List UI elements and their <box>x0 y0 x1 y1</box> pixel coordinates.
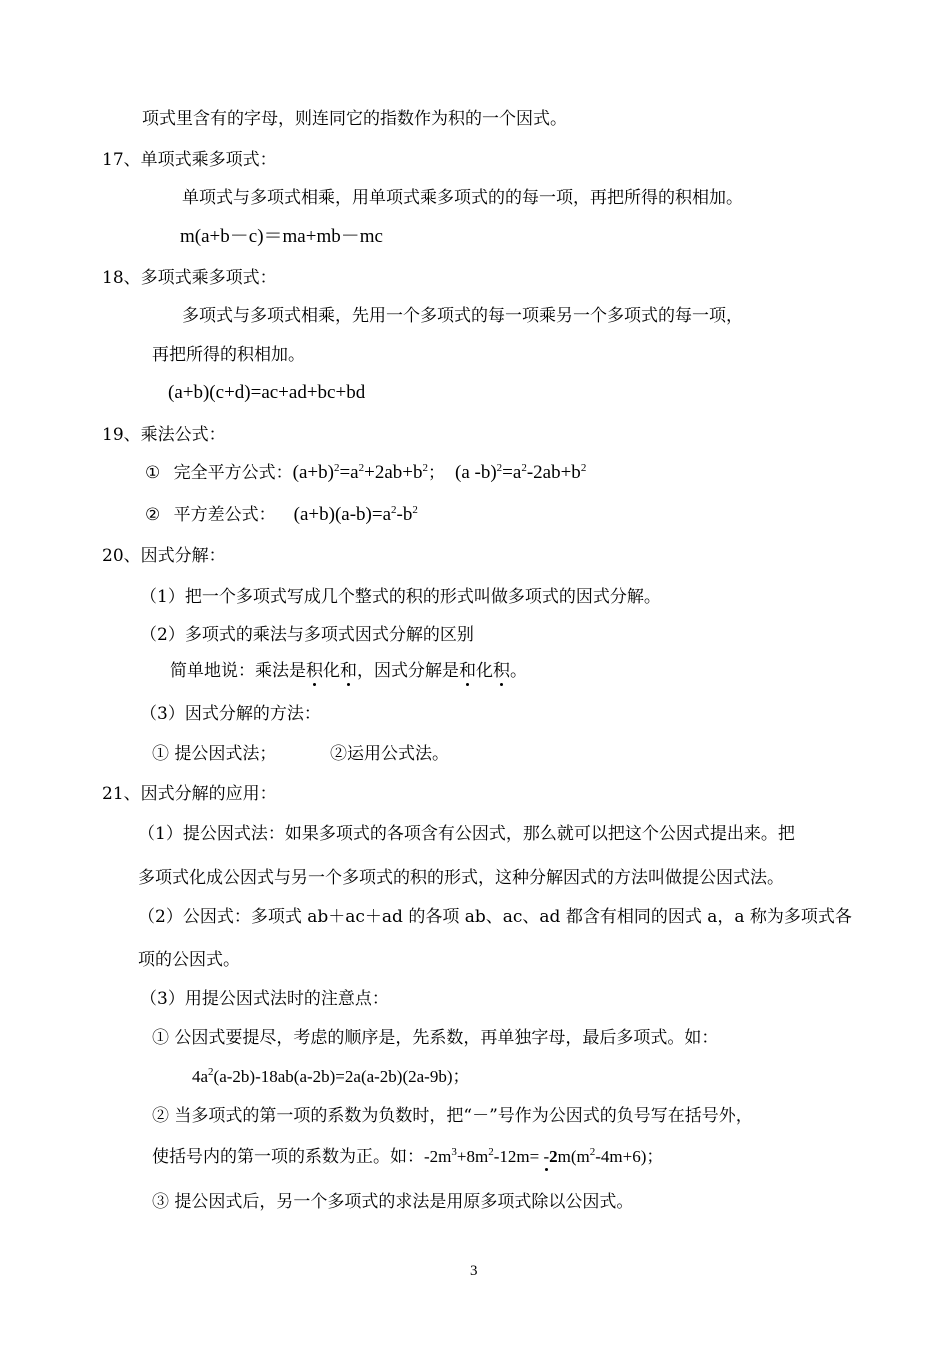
note-item: ① 公因式要提尽，考虑的顺序是，先系数，再单独字母，最后多项式。如： <box>152 1028 719 1048</box>
formula-part: (a $-b)^2=a^2-2ab+b^2$ <box>455 462 587 483</box>
text-line: （2）公因式：多项式 ab＋ac＋ad 的各项 ab、ac、ad 都含有相同的因式 a，a 称为多项式各 <box>138 907 852 927</box>
formula-line: m(a+b－c)＝ma+mb－mc <box>180 226 383 247</box>
formula-diff <box>145 504 418 526</box>
text-line: 项的公因式。 <box>138 950 240 970</box>
formula-part: $(a+b)^2=a^2+2ab+b^2$ <box>292 462 428 483</box>
text-line: （2）多项式的乘法与多项式因式分解的区别 <box>140 625 474 645</box>
emphasis-char: 积 <box>493 661 510 681</box>
section-heading-18: 18、多项式乘多项式： <box>102 268 277 288</box>
separator: ； <box>428 463 445 483</box>
emphasis-char: 和 <box>340 661 357 681</box>
text-line: 多项式与多项式相乘，先用一个多项式的每一项乘另一个多项式的每一项， <box>182 306 743 326</box>
text-line: 单项式与多项式相乘，用单项式乘多项式的的每一项，再把所得的积相加。 <box>182 188 743 208</box>
page-number: 3 <box>470 1263 478 1279</box>
section-heading-19: 19、乘法公式： <box>102 425 226 445</box>
formula-label: 完全平方公式： <box>173 463 293 483</box>
formula-line: (a+b)(c+d)=ac+ad+bc+bd <box>168 382 366 403</box>
text-line: 再把所得的积相加。 <box>152 345 305 365</box>
text-line: （3）用提公因式法时的注意点： <box>140 989 389 1009</box>
text-line: 多项式化成公因式与另一个多项式的积的形式，这种分解因式的方法叫做提公因式法。 <box>138 868 784 888</box>
formula-label: 平方差公式： <box>173 505 276 525</box>
note-item: ② 当多项式的第一项的系数为负数时，把“－”号作为公因式的负号写在括号外， <box>152 1106 753 1126</box>
example-line: 使括号内的第一项的系数为正。如：$-2m^3+8m^2-12m= -2m(m^2-4m+6)$； <box>152 1146 664 1167</box>
list-marker: ① <box>145 463 161 483</box>
emphasis-char: - <box>543 1147 550 1166</box>
section-heading-21: 21、因式分解的应用： <box>102 784 277 804</box>
list-marker: ② <box>145 505 161 525</box>
text-line: 项式里含有的字母，则连同它的指数作为积的一个因式。 <box>142 109 567 129</box>
formula-square <box>145 462 586 484</box>
emphasis-char: 积 <box>306 661 323 681</box>
simple-say-line: 简单地说：乘法是积化和，因式分解是和化积。 <box>170 661 527 681</box>
section-heading-17: 17、单项式乘多项式： <box>102 150 277 170</box>
text-line: （1）把一个多项式写成几个整式的积的形式叫做多项式的因式分解。 <box>140 587 661 607</box>
example-formula: $-2m^3+8m^2-12m= -2m(m^2-4m+6)$； <box>424 1146 664 1166</box>
method-item: ① 提公因式法； <box>152 744 277 764</box>
text-line: （1）提公因式法：如果多项式的各项含有公因式，那么就可以把这个公因式提出来。把 <box>138 824 795 844</box>
section-heading-20: 20、因式分解： <box>102 546 226 566</box>
emphasis-char: 和 <box>459 661 476 681</box>
note-item: ③ 提公因式后，另一个多项式的求法是用原多项式除以公因式。 <box>152 1192 634 1212</box>
text-line: （3）因式分解的方法： <box>140 704 321 724</box>
example-formula: $4a^2(a-2b)-18ab(a-2b)=2a(a-2b)(2a-9b)$； <box>192 1066 470 1086</box>
formula-part: $(a+b)(a-b)=a^2-b^2$ <box>293 504 418 525</box>
method-item: ②运用公式法。 <box>330 744 449 764</box>
